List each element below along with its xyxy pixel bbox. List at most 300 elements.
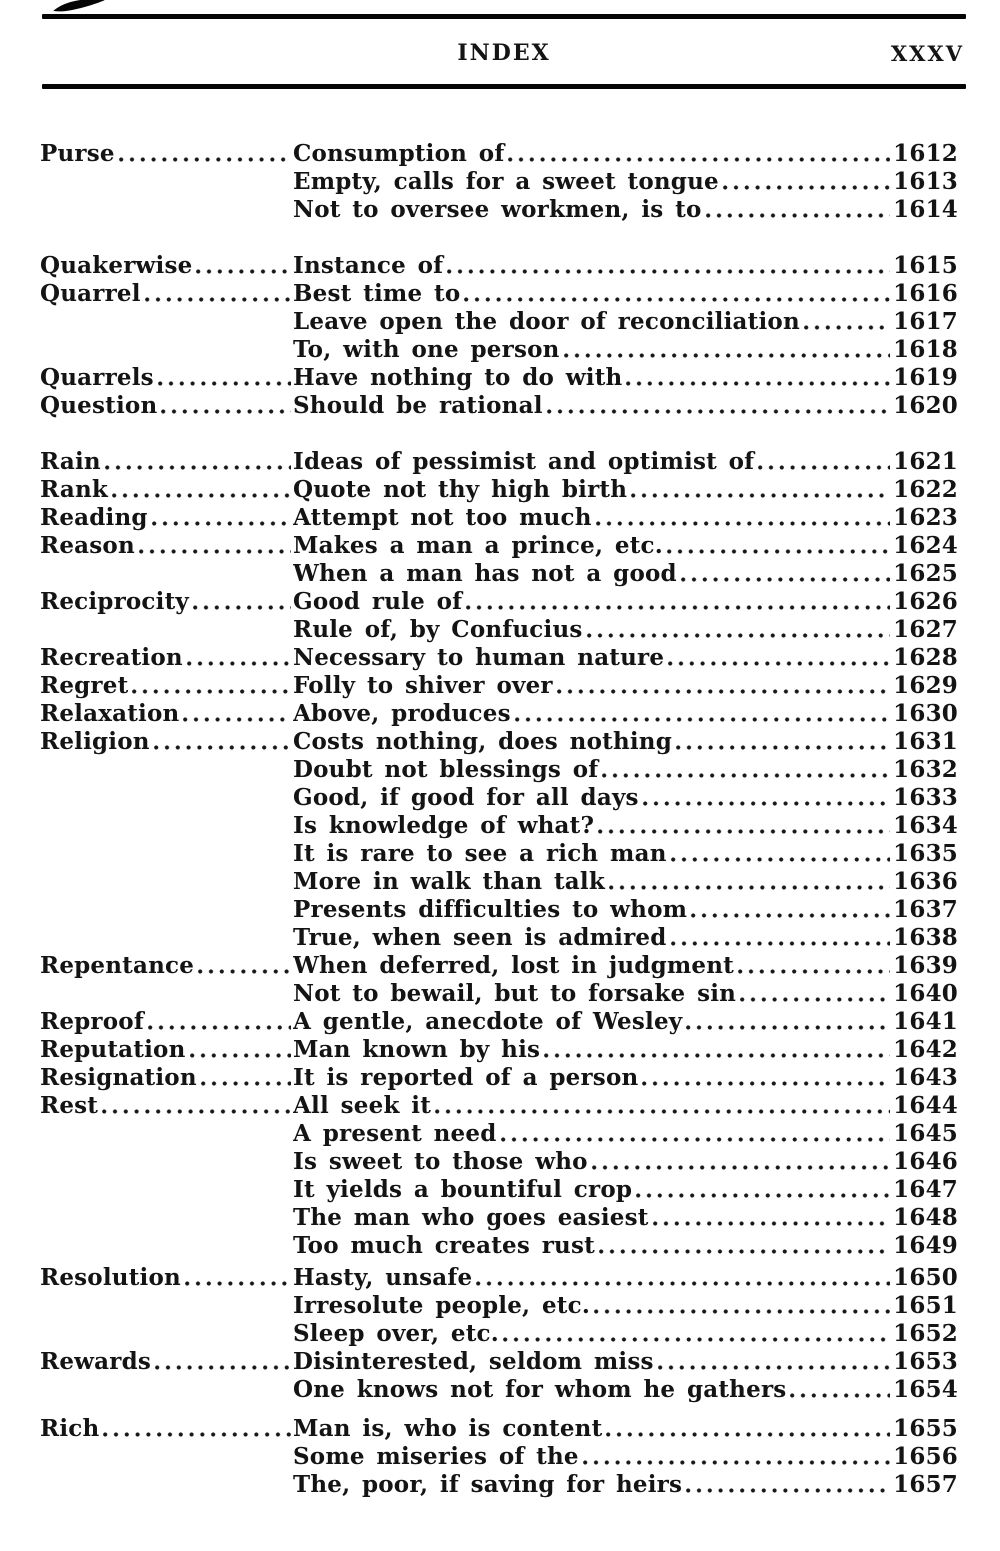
index-row <box>40 1347 958 1375</box>
index-term: Religion <box>40 729 150 755</box>
page-number: 1618 <box>893 336 958 363</box>
index-row <box>40 587 958 615</box>
index-entry-text: Disinterested, seldom miss <box>293 1349 654 1375</box>
desc-cell <box>293 449 892 475</box>
dot-leader <box>154 744 291 751</box>
dot-leader <box>515 716 890 723</box>
index-group <box>40 251 958 419</box>
index-row <box>40 1203 958 1231</box>
index-row <box>40 811 958 839</box>
index-entry-text: A present need <box>293 1121 497 1147</box>
index-row <box>40 279 958 307</box>
dot-leader <box>587 632 890 639</box>
index-entry-text: Is sweet to those who <box>293 1149 588 1175</box>
page-title: INDEX <box>457 40 551 66</box>
dot-leader <box>466 604 890 611</box>
index-row <box>40 1375 958 1403</box>
page-number: 1625 <box>893 560 958 587</box>
index-entry-text: Empty, calls for a sweet tongue <box>293 169 719 195</box>
dot-leader <box>599 1248 890 1255</box>
term-cell <box>40 589 293 615</box>
index-entry-text: To, with one person <box>293 337 560 363</box>
page-number: 1645 <box>893 1120 958 1147</box>
index-row <box>40 1147 958 1175</box>
desc-cell <box>293 1293 892 1319</box>
index-row <box>40 1263 958 1291</box>
index-entry-text: When a man has not a good <box>293 561 677 587</box>
scan-artifact-mark <box>52 0 107 14</box>
page-number: 1643 <box>893 1064 958 1091</box>
index-entry-text: One knows not for whom he gathers <box>293 1377 787 1403</box>
index-entry-text: Good rule of <box>293 589 463 615</box>
desc-cell <box>293 1416 892 1442</box>
page-number: 1635 <box>893 840 958 867</box>
index-row <box>40 195 958 223</box>
index-row <box>40 447 958 475</box>
desc-cell <box>293 729 892 755</box>
index-list <box>40 139 958 1498</box>
term-cell <box>40 449 293 475</box>
dot-leader <box>201 1080 291 1087</box>
dot-leader <box>596 520 890 527</box>
dot-leader <box>112 492 291 499</box>
index-entry-text: Man is, who is content <box>293 1416 603 1442</box>
page-number: 1628 <box>893 644 958 671</box>
page-number: 1638 <box>893 924 958 951</box>
dot-leader <box>592 1164 890 1171</box>
index-row <box>40 755 958 783</box>
header-rule <box>42 84 966 89</box>
term-cell <box>40 141 293 167</box>
dot-leader <box>447 268 890 275</box>
page-number: 1655 <box>893 1415 958 1442</box>
dot-leader <box>606 1431 890 1438</box>
index-entry-text: The, poor, if saving for heirs <box>293 1472 683 1498</box>
index-entry-text: It is reported of a person <box>293 1065 639 1091</box>
index-entry-text: Too much creates rust <box>293 1233 595 1259</box>
index-term: Question <box>40 393 158 419</box>
index-entry-text: True, when seen is admired <box>293 925 667 951</box>
dot-leader <box>102 1108 291 1115</box>
dot-leader <box>193 604 291 611</box>
index-entry-text: Hasty, unsafe <box>293 1265 473 1291</box>
desc-cell <box>293 337 892 363</box>
dot-leader <box>740 996 890 1003</box>
dot-leader <box>668 660 890 667</box>
desc-cell <box>293 253 892 279</box>
desc-cell <box>293 1205 892 1231</box>
index-row <box>40 1442 958 1470</box>
desc-cell <box>293 141 892 167</box>
index-row <box>40 1470 958 1498</box>
dot-leader <box>119 156 291 163</box>
dot-leader <box>503 1336 890 1343</box>
index-term: Reason <box>40 533 135 559</box>
page-number: 1614 <box>893 196 958 223</box>
index-row <box>40 1091 958 1119</box>
page-number: 1653 <box>893 1348 958 1375</box>
dot-leader <box>152 520 291 527</box>
page-header <box>42 40 966 74</box>
dot-leader <box>158 380 291 387</box>
index-row <box>40 1175 958 1203</box>
index-entry-text: Doubt not blessings of <box>293 757 599 783</box>
page-number: 1634 <box>893 812 958 839</box>
desc-cell <box>293 757 892 783</box>
index-entry-text: It yields a bountiful crop <box>293 1177 633 1203</box>
dot-leader <box>198 968 291 975</box>
index-row <box>40 503 958 531</box>
term-cell <box>40 1416 293 1442</box>
index-row <box>40 783 958 811</box>
dot-leader <box>547 408 890 415</box>
page-number: 1617 <box>893 308 958 335</box>
desc-cell <box>293 281 892 307</box>
index-entry-text: Attempt not too much <box>293 505 592 531</box>
page-number: 1647 <box>893 1176 958 1203</box>
dot-leader <box>183 716 291 723</box>
desc-cell <box>293 1065 892 1091</box>
page-number: 1651 <box>893 1292 958 1319</box>
index-entry-text: Consumption of <box>293 141 505 167</box>
desc-cell <box>293 813 892 839</box>
index-group <box>40 1263 958 1403</box>
index-entry-text: Some miseries of the <box>293 1444 579 1470</box>
desc-cell <box>293 1037 892 1063</box>
index-term: Quakerwise <box>40 253 193 279</box>
page-number: 1657 <box>893 1471 958 1498</box>
index-row <box>40 839 958 867</box>
term-cell <box>40 533 293 559</box>
desc-cell <box>293 785 892 811</box>
index-row <box>40 699 958 727</box>
dot-leader <box>583 1459 890 1466</box>
term-cell <box>40 505 293 531</box>
dot-leader <box>161 408 291 415</box>
dot-leader <box>790 1392 890 1399</box>
desc-cell <box>293 701 892 727</box>
term-cell <box>40 1349 293 1375</box>
term-cell <box>40 1265 293 1291</box>
desc-cell <box>293 673 892 699</box>
term-cell <box>40 253 293 279</box>
page-number: 1639 <box>893 952 958 979</box>
term-cell <box>40 953 293 979</box>
dot-leader <box>476 1280 890 1287</box>
index-entry-text: Presents difficulties to whom <box>293 897 688 923</box>
index-entry-text: Is knowledge of what? <box>293 813 595 839</box>
page-number: 1648 <box>893 1204 958 1231</box>
page-number: 1644 <box>893 1092 958 1119</box>
index-entry-text: The man who goes easiest <box>293 1205 649 1231</box>
dot-leader <box>103 1431 291 1438</box>
index-row <box>40 1007 958 1035</box>
index-term: Reciprocity <box>40 589 189 615</box>
index-term: Resignation <box>40 1065 197 1091</box>
desc-cell <box>293 561 892 587</box>
dot-leader <box>691 912 890 919</box>
page-number: 1620 <box>893 392 958 419</box>
desc-cell <box>293 981 892 1007</box>
dot-leader <box>636 1192 890 1199</box>
page-number: 1637 <box>893 896 958 923</box>
page-number: 1624 <box>893 532 958 559</box>
desc-cell <box>293 393 892 419</box>
desc-cell <box>293 1472 892 1498</box>
term-cell <box>40 1093 293 1119</box>
dot-leader <box>105 464 291 471</box>
index-term: Resolution <box>40 1265 181 1291</box>
dot-leader <box>658 1364 890 1371</box>
page-number: 1650 <box>893 1264 958 1291</box>
dot-leader <box>508 156 890 163</box>
desc-cell <box>293 1444 892 1470</box>
index-row <box>40 363 958 391</box>
dot-leader <box>598 828 890 835</box>
desc-cell <box>293 953 892 979</box>
dot-leader <box>631 492 890 499</box>
dot-leader <box>564 352 890 359</box>
dot-leader <box>686 1487 890 1494</box>
index-row <box>40 139 958 167</box>
desc-cell <box>293 841 892 867</box>
term-cell <box>40 393 293 419</box>
dot-leader <box>594 1308 890 1315</box>
index-entry-text: Man known by his <box>293 1037 541 1063</box>
index-row <box>40 979 958 1007</box>
index-entry-text: Above, produces <box>293 701 511 727</box>
index-entry-text: It is rare to see a rich man <box>293 841 667 867</box>
index-entry-text: Quote not thy high birth <box>293 477 628 503</box>
index-entry-text: When deferred, lost in judgment <box>293 953 734 979</box>
folio-number: XXXV <box>890 41 964 66</box>
index-term: Quarrels <box>40 365 154 391</box>
index-row <box>40 1119 958 1147</box>
index-group <box>40 139 958 223</box>
dot-leader <box>626 380 890 387</box>
top-rule <box>42 14 966 19</box>
page-number: 1622 <box>893 476 958 503</box>
index-term: Rank <box>40 477 109 503</box>
index-entry-text: More in walk than talk <box>293 869 605 895</box>
index-term: Rewards <box>40 1349 151 1375</box>
index-row <box>40 923 958 951</box>
index-term: Repentance <box>40 953 195 979</box>
index-term: Reproof <box>40 1009 144 1035</box>
index-term: Recreation <box>40 645 183 671</box>
term-cell <box>40 729 293 755</box>
desc-cell <box>293 1349 892 1375</box>
dot-leader <box>139 548 291 555</box>
index-term: Quarrel <box>40 281 141 307</box>
dot-leader <box>676 744 890 751</box>
page-number: 1632 <box>893 756 958 783</box>
page-number: 1633 <box>893 784 958 811</box>
index-entry-text: Rule of, by Confucius <box>293 617 583 643</box>
dot-leader <box>187 660 291 667</box>
desc-cell <box>293 1121 892 1147</box>
index-row <box>40 167 958 195</box>
dot-leader <box>544 1052 890 1059</box>
dot-leader <box>706 212 890 219</box>
index-row <box>40 475 958 503</box>
desc-cell <box>293 505 892 531</box>
index-row <box>40 1414 958 1442</box>
page-number: 1616 <box>893 280 958 307</box>
dot-leader <box>602 772 890 779</box>
dot-leader <box>667 548 890 555</box>
page-number: 1613 <box>893 168 958 195</box>
term-cell <box>40 477 293 503</box>
dot-leader <box>686 1024 890 1031</box>
index-term: Rest <box>40 1093 99 1119</box>
index-row <box>40 335 958 363</box>
dot-leader <box>501 1136 891 1143</box>
desc-cell <box>293 309 892 335</box>
index-entry-text: Ideas of pessimist and optimist of <box>293 449 755 475</box>
index-entry-text: All seek it <box>293 1093 432 1119</box>
index-entry-text: Have nothing to do with <box>293 365 623 391</box>
dot-leader <box>653 1220 890 1227</box>
index-row <box>40 531 958 559</box>
index-entry-text: Good, if good for all days <box>293 785 639 811</box>
page-number: 1641 <box>893 1008 958 1035</box>
dot-leader <box>132 688 291 695</box>
page-number: 1654 <box>893 1376 958 1403</box>
desc-cell <box>293 365 892 391</box>
dot-leader <box>145 296 291 303</box>
index-term: Rain <box>40 449 101 475</box>
dot-leader <box>671 856 890 863</box>
index-group <box>40 447 958 1259</box>
page-number: 1623 <box>893 504 958 531</box>
index-row <box>40 559 958 587</box>
page-number: 1630 <box>893 700 958 727</box>
page-number: 1631 <box>893 728 958 755</box>
index-entry-text: A gentle, anecdote of Wesley <box>293 1009 683 1035</box>
page-number: 1636 <box>893 868 958 895</box>
dot-leader <box>557 688 890 695</box>
dot-leader <box>190 1052 291 1059</box>
dot-leader <box>609 884 890 891</box>
page-number: 1626 <box>893 588 958 615</box>
desc-cell <box>293 1377 892 1403</box>
dot-leader <box>681 576 890 583</box>
index-entry-text: Folly to shiver over <box>293 673 553 699</box>
term-cell <box>40 1009 293 1035</box>
dot-leader <box>671 940 890 947</box>
index-group <box>40 1414 958 1498</box>
page-number: 1612 <box>893 140 958 167</box>
index-entry-text: Sleep over, etc. <box>293 1321 499 1347</box>
page-number: 1640 <box>893 980 958 1007</box>
page-number: 1629 <box>893 672 958 699</box>
desc-cell <box>293 925 892 951</box>
desc-cell <box>293 1093 892 1119</box>
index-entry-text: Should be rational <box>293 393 543 419</box>
page-number: 1652 <box>893 1320 958 1347</box>
dot-leader <box>758 464 890 471</box>
index-row <box>40 1319 958 1347</box>
dot-leader <box>148 1024 291 1031</box>
dot-leader <box>196 268 291 275</box>
desc-cell <box>293 1265 892 1291</box>
term-cell <box>40 645 293 671</box>
term-cell <box>40 365 293 391</box>
dot-leader <box>738 968 890 975</box>
index-entry-text: Necessary to human nature <box>293 645 665 671</box>
index-term: Reputation <box>40 1037 186 1063</box>
desc-cell <box>293 1321 892 1347</box>
desc-cell <box>293 617 892 643</box>
desc-cell <box>293 1177 892 1203</box>
index-row <box>40 643 958 671</box>
index-row <box>40 867 958 895</box>
index-row <box>40 251 958 279</box>
desc-cell <box>293 1233 892 1259</box>
dot-leader <box>804 324 890 331</box>
desc-cell <box>293 897 892 923</box>
term-cell <box>40 1065 293 1091</box>
dot-leader <box>435 1108 890 1115</box>
page-number: 1649 <box>893 1232 958 1259</box>
page-number: 1646 <box>893 1148 958 1175</box>
index-row <box>40 391 958 419</box>
dot-leader <box>723 184 890 191</box>
index-entry-text: Irresolute people, etc. <box>293 1293 591 1319</box>
page-number: 1642 <box>893 1036 958 1063</box>
term-cell <box>40 1037 293 1063</box>
index-row <box>40 1035 958 1063</box>
dot-leader <box>464 296 890 303</box>
dot-leader <box>185 1280 291 1287</box>
page-number: 1619 <box>893 364 958 391</box>
dot-leader <box>642 1080 890 1087</box>
index-term: Rich <box>40 1416 100 1442</box>
index-row <box>40 895 958 923</box>
desc-cell <box>293 1009 892 1035</box>
desc-cell <box>293 169 892 195</box>
desc-cell <box>293 589 892 615</box>
index-entry-text: Best time to <box>293 281 461 307</box>
index-entry-text: Costs nothing, does nothing <box>293 729 673 755</box>
index-row <box>40 307 958 335</box>
page-number: 1615 <box>893 252 958 279</box>
index-row <box>40 1063 958 1091</box>
desc-cell <box>293 197 892 223</box>
page-number: 1621 <box>893 448 958 475</box>
index-entry-text: Instance of <box>293 253 444 279</box>
term-cell <box>40 281 293 307</box>
term-cell <box>40 701 293 727</box>
desc-cell <box>293 533 892 559</box>
page-number: 1656 <box>893 1443 958 1470</box>
dot-leader <box>643 800 890 807</box>
index-row <box>40 1231 958 1259</box>
index-entry-text: Leave open the door of reconciliation <box>293 309 800 335</box>
page-number: 1627 <box>893 616 958 643</box>
desc-cell <box>293 1149 892 1175</box>
index-term: Relaxation <box>40 701 180 727</box>
dot-leader <box>155 1364 291 1371</box>
term-cell <box>40 673 293 699</box>
desc-cell <box>293 477 892 503</box>
index-row <box>40 615 958 643</box>
index-row <box>40 951 958 979</box>
desc-cell <box>293 869 892 895</box>
index-entry-text: Not to bewail, but to forsake sin <box>293 981 737 1007</box>
index-term: Reading <box>40 505 148 531</box>
